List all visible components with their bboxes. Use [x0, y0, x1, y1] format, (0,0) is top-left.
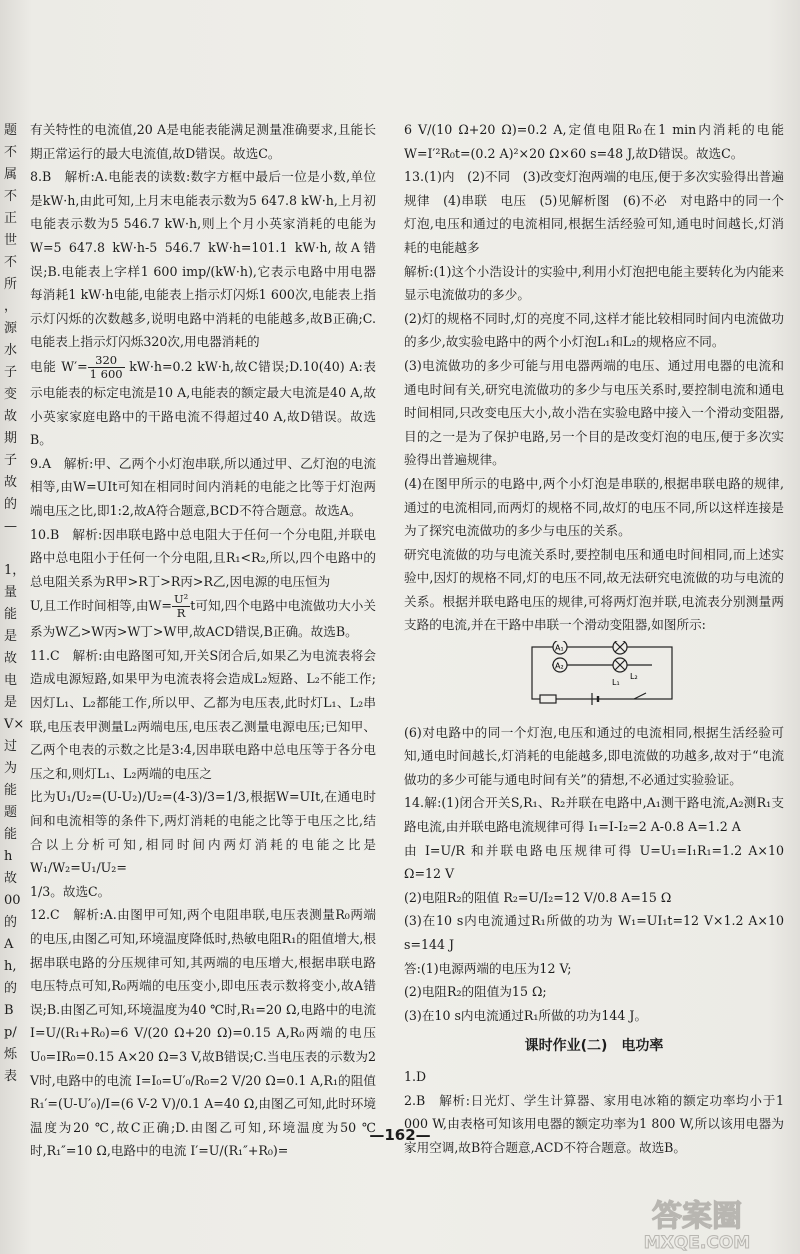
- page-number: —162—: [369, 1126, 431, 1144]
- q13-analysis-3: (3)电流做功的多少可能与用电器两端的电压、通过用电器的电流和通电时间有关,研究电流做功的多少与电压关系时,要控制电流和通电时间相同,只改变电压大小,故小浩在实验电路中接入一个滑动变阻器,目的之一是为了保护电路,另一个目的是改变灯泡的电压,便于多次实验得出普遍规律。: [404, 357, 784, 468]
- watermark-logo: [602, 1196, 792, 1252]
- margin-fragment: 水: [4, 343, 18, 358]
- q14-solution-4: (3)在10 s内电流通过R₁所做的功为 W₁=UI₁t=12 V×1.2 A×10 s=144 J: [404, 913, 784, 952]
- q14-answer-2: (2)电阻R₂的阻值为15 Ω;: [404, 984, 547, 1000]
- margin-fragment: 能: [4, 827, 18, 842]
- margin-fragment: 期: [4, 431, 18, 446]
- margin-fragment: 所: [4, 277, 18, 292]
- q14-answer-1: 答:(1)电源两端的电压为12 V;: [404, 960, 572, 976]
- margin-fragment: 子: [4, 365, 18, 380]
- margin-fragment: 源: [4, 321, 18, 336]
- margin-fragment: 故: [4, 475, 18, 490]
- circuit-diagram: [522, 641, 682, 707]
- margin-fragment: 不: [4, 145, 18, 160]
- margin-fragment: 子: [4, 453, 18, 468]
- margin-fragment: 能: [4, 783, 18, 798]
- exercise-2-answer: 2.B 解析:日光灯、学生计算器、家用电冰箱的额定功率均小于1 000 W,由表格可知该用电器的额定功率为1 800 W,所以该用电器为家用空调,故B符合题意,ACD不符合题意。故选B。: [404, 1092, 784, 1155]
- right-column: [404, 118, 784, 1159]
- margin-fragment: h,: [4, 959, 17, 974]
- margin-fragment: 不: [4, 255, 18, 270]
- q13-analysis-5: 研究电流做的功与电流关系时,要控制电压和通电时间相同,而上述实验中,因灯的规格不同,灯的电压不同,故无法研究电流做的功与电流的关系。根据并联电路电压的规律,可将两灯泡并联,电流表分别测量两支路的电流,并在干路中串联一个滑动变阻器,如图所示:: [404, 546, 784, 633]
- margin-fragment: 故: [4, 651, 18, 666]
- margin-fragment: 故: [4, 871, 18, 886]
- q7-tail: 有关特性的电流值,20 A是电能表能满足测量准确要求,且能长期正常运行的最大电流值,故D错误。故选C。: [30, 122, 376, 161]
- section-heading: 课时作业(二) 电功率: [524, 1038, 664, 1055]
- margin-fragment: 00: [4, 893, 21, 908]
- q14-solution-3: (2)电阻R₂的阻值 R₂=U/I₂=12 V/0.8 A=15 Ω: [404, 889, 672, 905]
- margin-fragment: 能: [4, 607, 18, 622]
- margin-fragment: 1，: [4, 563, 26, 578]
- q11-solution-part2: 比为U₁/U₂=(U-U₂)/U₂=(4-3)/3=1/3,根据W=UIt,在通电时间和电流相等的条件下,两灯消耗的电能之比等于电压之比,结合以上分析可知,相同时间内两灯消耗的电能之比是W₁/W₂=U₁/U₂=: [30, 789, 376, 876]
- margin-fragment: —: [4, 519, 17, 534]
- margin-fragment: 的: [4, 497, 18, 512]
- exercise-1-answer: 1.D: [404, 1068, 427, 1084]
- q13-analysis-4: (4)在图甲所示的电路中,两个小灯泡是串联的,根据串联电路的规律,通过的电流相同,而两灯的规格不同,故灯的电压不同,所以这样连接是为了探究电流做功的多少与电压的关系。: [404, 475, 784, 539]
- ammeter-a2-label: A₂: [555, 661, 564, 671]
- margin-fragment: 表: [4, 1069, 18, 1084]
- svg-text:答案圈: 答案圈: [652, 1199, 742, 1234]
- margin-fragment: p/: [4, 1025, 17, 1040]
- q8-solution-part1: 8.B 解析:A.电能表的读数:数字方框中最后一位是小数,单位是kW·h,由此可知,上月末电能表示数为5 647.8 kW·h,上月初电能表示数为5 546.7 kW·h,则上个月小英家消耗的电能为W=5 647.8 kW·h-5 546.7 kW·h=101.1 kW·h,故A错误;B.电能表上字样1 600 imp/(kW·h),它表示电路中用电器每消耗1 kW·h电能,电能表上指示灯闪烁1 600次,电能表上指示灯闪烁的次数越多,说明电路中消耗的电能越多,故B正确;C.电能表上指示灯闪烁320次,用电器消耗的: [30, 169, 376, 350]
- margin-fragment: 为: [4, 761, 18, 776]
- margin-fragment: 世: [4, 233, 18, 248]
- margin-fragment: 过: [4, 739, 18, 754]
- q12-tail: 6 V/(10 Ω+20 Ω)=0.2 A,定值电阻R₀在1 min内消耗的电能W=I′²R₀t=(0.2 A)²×20 Ω×60 s=48 J,故D错误。故选C。: [404, 122, 784, 161]
- q10-solution-part2: U,且工作时间相等,由W= $\frac{\text{U²}}{R}$ t可知,四个电路中电流做功大小关系为W乙>W丙>W丁>W甲,故ACD错误,B正确。故选B。: [30, 592, 376, 640]
- margin-fragment: 题: [4, 123, 18, 138]
- q13-answer: 13.(1)内 (2)不同 (3)改变灯泡两端的电压,便于多次实验得出普遍规律 (4)串联 电压 (5)见解析图 (6)不必 对电路中的同一个灯泡,电压和通过的电流相同,根据生活经验可知,通电时间越长,灯消耗的电能越多: [404, 169, 784, 255]
- q10-solution-part1: 10.B 解析:因串联电路中总电阻大于任何一个分电阻,并联电路中总电阻小于任何一个分电阻,且R₁<R₂,所以,四个电路中的总电阻关系为R甲>R丁>R丙>R乙,因电源的电压恒为: [30, 526, 376, 589]
- margin-fragment: A: [4, 937, 14, 952]
- svg-text:MXQE.COM: MXQE.COM: [643, 1233, 751, 1252]
- ammeter-a1-label: A₁: [555, 643, 564, 653]
- margin-fragment: 是: [4, 629, 18, 644]
- q14-solution-1: 14.解:(1)闭合开关S,R₁、R₂并联在电路中,A₁测干路电流,A₂测R₁支路电流,由并联电路电流规律可得 I₁=I-I₂=2 A-0.8 A=1.2 A: [404, 795, 784, 835]
- margin-fragment: 不: [4, 189, 18, 204]
- margin-fragment-column: [4, 120, 26, 1088]
- q13-analysis-6: (6)对电路中的同一个灯泡,电压和通过的电流相同,根据生活经验可知,通电时间越长,灯消耗的电能越多,即电流做的功越多,故对于“电流做功的多少可能与通电时间有关”的猜想,不必通过实验验证。: [404, 724, 784, 787]
- margin-fragment: V×: [4, 717, 25, 732]
- margin-fragment: 变: [4, 387, 18, 402]
- margin-fragment: 故: [4, 409, 18, 424]
- margin-fragment: 烁: [4, 1047, 18, 1062]
- q9-solution: 9.A 解析:甲、乙两个小灯泡串联,所以通过甲、乙灯泡的电流相等,由W=UIt可知在相同时间内消耗的电能之比等于灯泡两端电压之比,即1:2,故A符合题意,BCD不符合题意。故选A。: [30, 455, 376, 518]
- margin-fragment: 量: [4, 585, 18, 600]
- margin-fragment: [4, 538, 26, 560]
- margin-fragment: 属: [4, 167, 18, 182]
- margin-fragment: 的: [4, 915, 18, 930]
- margin-fragment: B: [4, 1003, 14, 1018]
- q13-analysis-1: 解析:(1)这个小浩设计的实验中,利用小灯泡把电能主要转化为内能来显示电流做功的多少。: [404, 263, 784, 303]
- q13-analysis-2: (2)灯的规格不同时,灯的亮度不同,这样才能比较相同时间内电流做功的多少,故实验电路中的两个小灯泡L₁和L₂的规格应不同。: [404, 310, 784, 350]
- lamp-l1-label: L₁: [612, 678, 620, 688]
- q8-solution-part2: 电能 W′= $\frac{320}{1 600}$ kW·h=0.2 kW·h,故C错误;D.10(40) A:表示电能表的标定电流是10 A,电能表的额定最大电流是40 A,故小英家家庭电路中的干路电流不得超过40 A,故D错误。故选B。: [30, 352, 377, 448]
- q12-solution: 12.C 解析:A.由图甲可知,两个电阻串联,电压表测量R₀两端的电压,由图乙可知,环境温度降低时,热敏电阻R₁的阻值增大,根据串联电路的分压规律可知,其两端的电压增大,根据串联电路电压特点可知,R₀两端的电压变小,即电压表示数将变小,故A错误;B.由图乙可知,环境温度为40 ℃时,R₁=20 Ω,电路中的电流 I=U/(R₁+R₀)=6 V/(20 Ω+20 Ω)=0.15 A,R₀两端的电压U₀=IR₀=0.15 A×20 Ω=3 V,故B错误;C.当电压表的示数为2 V时,电路中的电流 I=I₀=U′₀/R₀=2 V/20 Ω=0.1 A,R₁的阻值R₁′=(U-U′₀)/I=(6 V-2 V)/0.1 A=40 Ω,由图乙可知,此时环境温度为20 ℃,故C正确;D.由图乙可知,环境温度为50 ℃时,R₁″=10 Ω,电路中的电流 I′=U/(R₁″+R₀)=: [30, 907, 376, 1159]
- q14-solution-2: 由 I=U/R 和并联电路电压规律可得 U=U₁=I₁R₁=1.2 A×10 Ω=12 V: [404, 842, 784, 882]
- margin-fragment: 是: [4, 695, 18, 710]
- q11-solution-part3: 1/3。故选C。: [30, 883, 111, 899]
- q14-answer-3: (3)在10 s内电流通过R₁所做的功为144 J。: [404, 1007, 648, 1023]
- margin-fragment: ，: [4, 299, 18, 314]
- margin-fragment: 题: [4, 805, 18, 820]
- left-column: [30, 118, 376, 1163]
- fraction: $\frac{320}{1 600}$: [89, 352, 123, 381]
- margin-fragment: 正: [4, 211, 18, 226]
- fraction: $\frac{\text{U²}}{R}$: [173, 592, 189, 621]
- margin-fragment: 的: [4, 981, 18, 996]
- q11-solution-part1: 11.C 解析:由电路图可知,开关S闭合后,如果乙为电流表将会造成电源短路,如果甲为电流表将会造成L₂短路、L₂不能工作;因灯L₁、L₂都能工作,所以甲、乙都为电压表,此时灯L₁、L₂串联,电压表甲测量L₂两端电压,电压表乙测量电源电压;已知甲、乙两个电表的示数之比是3:4,因串联电路中总电压等于各分电压之和,则灯L₁、L₂两端的电压之: [30, 647, 376, 781]
- margin-fragment: 电: [4, 673, 18, 688]
- margin-fragment: h: [4, 849, 13, 864]
- lamp-l2-label: L₂: [630, 672, 638, 682]
